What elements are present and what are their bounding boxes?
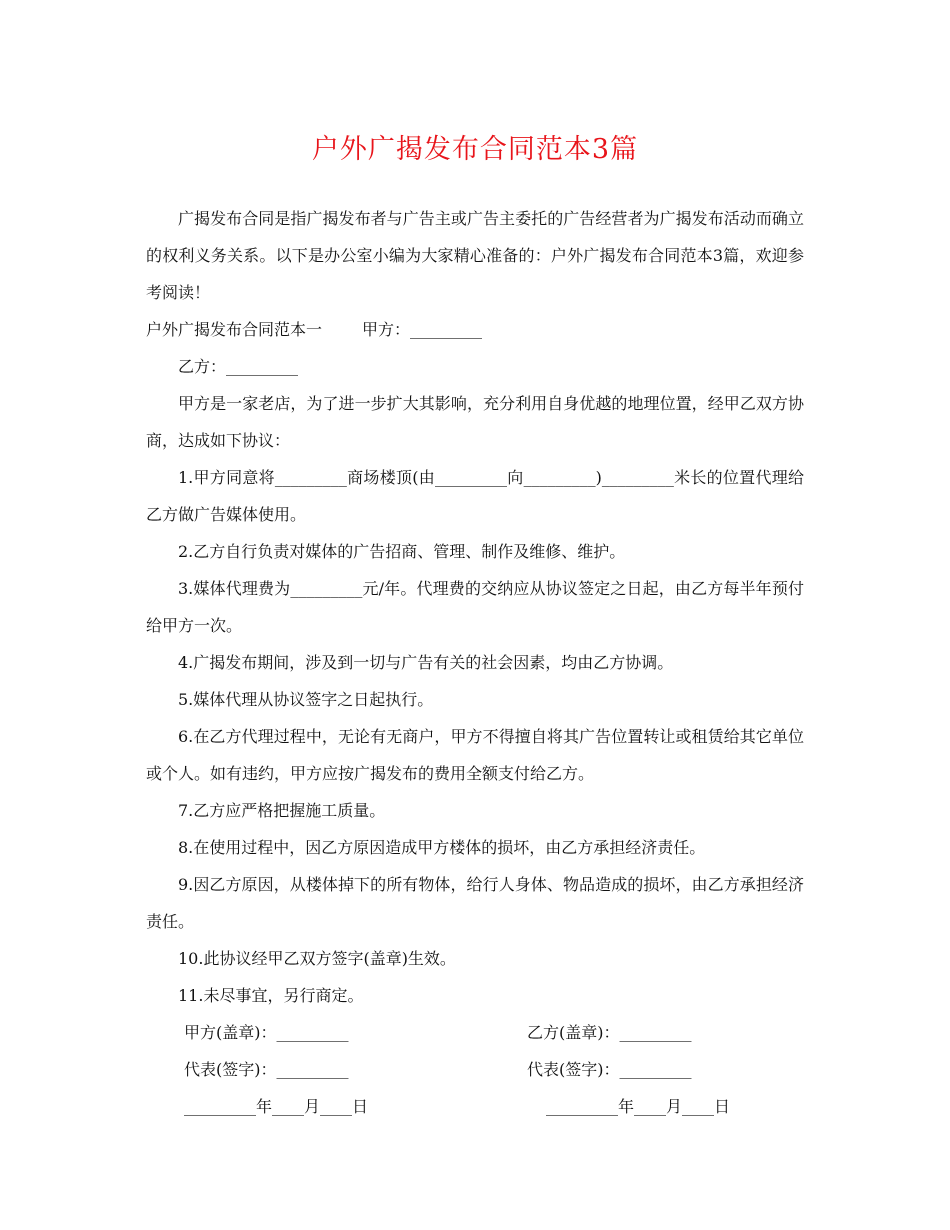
- party-b-seal: 乙方(盖章)：_________: [527, 1023, 692, 1042]
- clause-10: 10.此协议经甲乙双方签字(盖章)生效。: [178, 949, 456, 968]
- clause-5: 5.媒体代理从协议签字之日起执行。: [178, 690, 434, 709]
- party-a-date: _________年____月____日: [184, 1097, 369, 1116]
- clause-2: 2.乙方自行负责对媒体的广告招商、管理、制作及维修、维护。: [178, 542, 626, 561]
- party-b-line: 乙方：_________: [178, 357, 299, 376]
- clause-1: 1.甲方同意将_________商场楼顶(由_________向_________)_________米长的位置代理给乙方做广告媒体使用。: [146, 468, 804, 524]
- signature-seal-row: [146, 1014, 804, 1051]
- party-b-date: _________年____月____日: [546, 1097, 731, 1116]
- intro-paragraph: 广揭发布合同是指广揭发布者与广告主或广告主委托的广告经营者为广揭发布活动而确立的权利义务关系。以下是办公室小编为大家精心准备的：户外广揭发布合同范本3篇，欢迎参考阅读！: [146, 209, 804, 302]
- clause-8: 8.在使用过程中，因乙方原因造成甲方楼体的损坏，由乙方承担经济责任。: [178, 838, 706, 857]
- party-a-rep: 代表(签字)：_________: [184, 1060, 349, 1079]
- clause-7: 7.乙方应严格把握施工质量。: [178, 801, 386, 820]
- document-body: [146, 200, 804, 1125]
- document-title: 户外广揭发布合同范本3篇: [311, 134, 639, 165]
- preamble-paragraph: 甲方是一家老店，为了进一步扩大其影响，充分利用自身优越的地理位置，经甲乙双方协商，达成如下协议：: [146, 394, 804, 450]
- party-b-rep: 代表(签字)：_________: [527, 1060, 692, 1079]
- party-a-seal: 甲方(盖章)：_________: [184, 1023, 349, 1042]
- clause-9: 9.因乙方原因，从楼体掉下的所有物体，给行人身体、物品造成的损坏，由乙方承担经济责任。: [146, 875, 804, 931]
- clause-6: 6.在乙方代理过程中，无论有无商户，甲方不得擅自将其广告位置转让或租赁给其它单位或个人。如有违约，甲方应按广揭发布的费用全额支付给乙方。: [146, 727, 804, 783]
- signature-date-row: [146, 1088, 804, 1125]
- clause-4: 4.广揭发布期间，涉及到一切与广告有关的社会因素，均由乙方协调。: [178, 653, 674, 672]
- section-heading-line: [146, 311, 804, 348]
- section-heading: 户外广揭发布合同范本一: [146, 320, 323, 339]
- clause-3: 3.媒体代理费为_________元/年。代理费的交纳应从协议签定之日起，由乙方每半年预付给甲方一次。: [146, 579, 804, 635]
- clause-11: 11.未尽事宜，另行商定。: [178, 986, 364, 1005]
- signature-rep-row: [146, 1051, 804, 1088]
- party-a-line: 甲方：_________: [362, 320, 483, 339]
